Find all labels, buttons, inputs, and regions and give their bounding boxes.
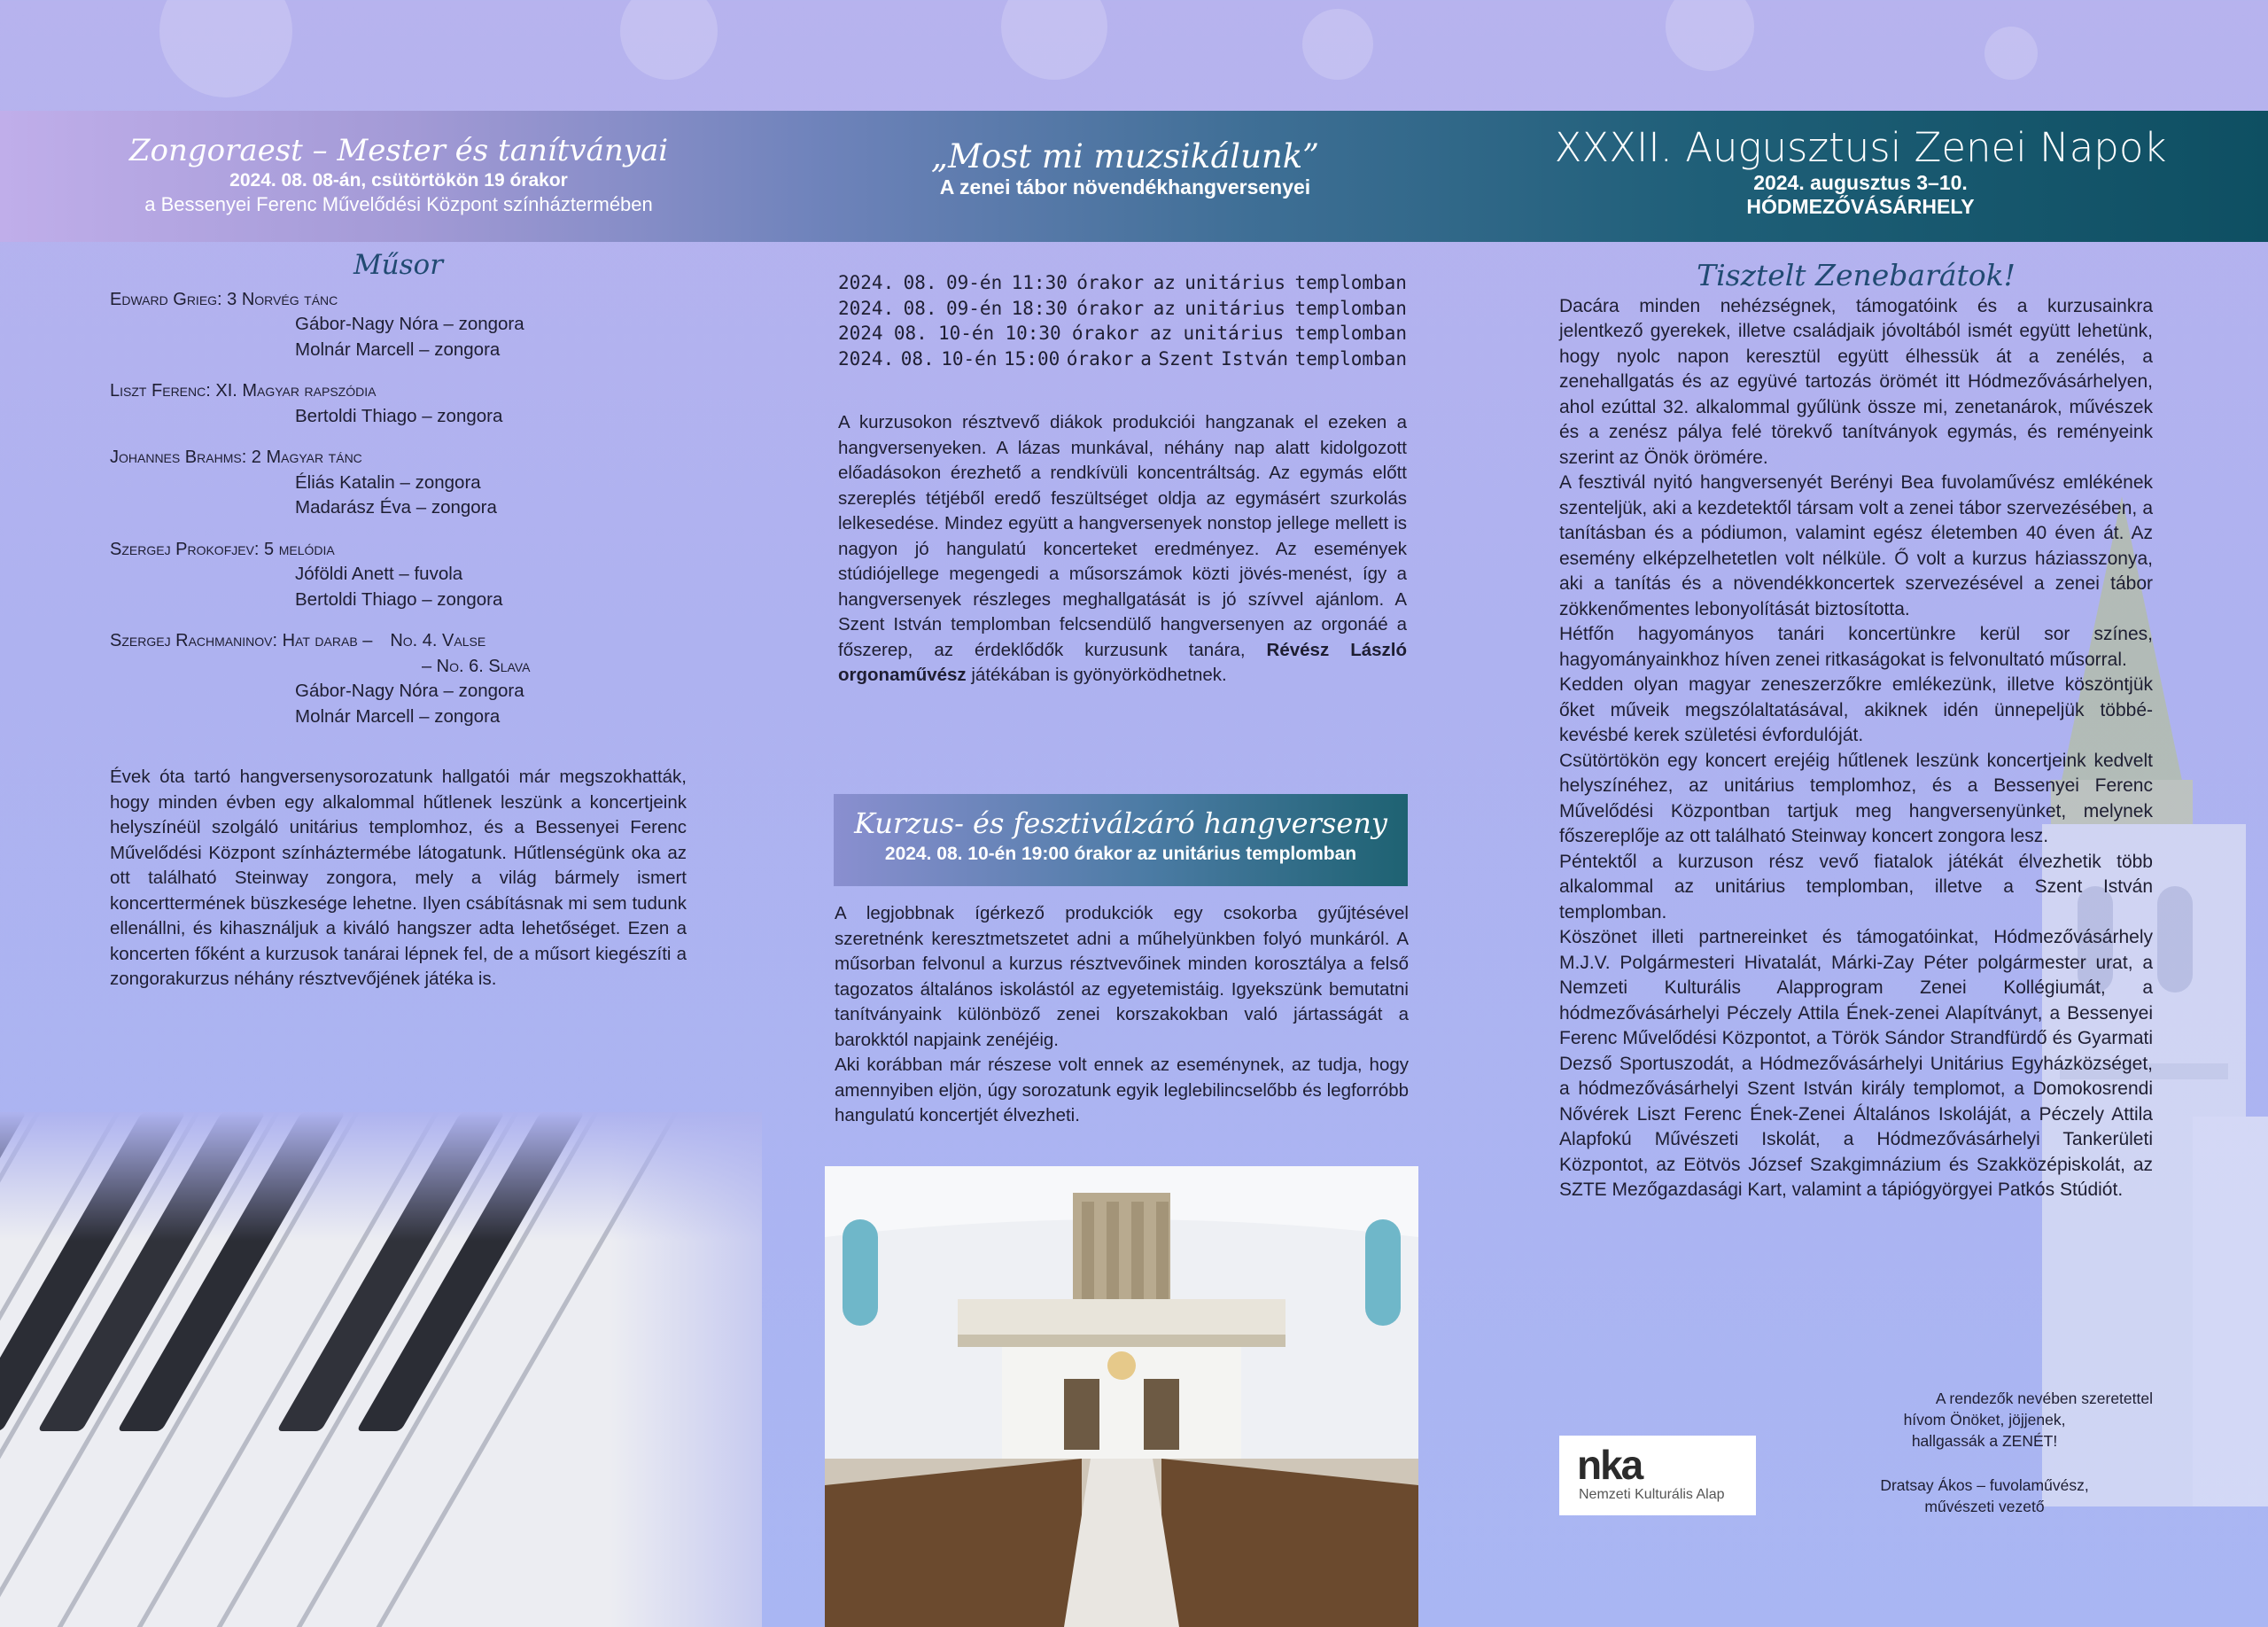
schedule-word: 15:00 [1004,347,1060,370]
middle-body-text-1-end: játékában is gyönyörködhetnek. [971,665,1227,685]
performer: Bertoldi Thiago – zongora [295,588,503,610]
church-interior-photo [825,1166,1418,1627]
composer-line: Johannes Brahms: 2 Magyar tánc [110,448,362,467]
middle-body-text-3: Aki korábban már részese volt ennek az eseménynek, az tudja, hogy amennyiben eljön, úgy sorozatunk egyik leglebilincselőbb és legforróbb hangulatú koncertjét élvezheti. [835,1055,1409,1125]
schedule-word: unitárius [1184,297,1286,319]
performer: Jóföldi Anett – fuvola [295,564,463,584]
schedule-word: 18:30 [1011,297,1068,319]
program-item [110,537,687,613]
performer: Molnár Marcell – zongora [295,339,501,360]
middle-body-text-2: A legjobbnak ígérkező produkciók egy csokorba gyűjtésével szeretnénk keresztmetszetet adni a műhelyünkben folyó munkáról. A műsorban felvonul a kurzus résztvevőinek minden korosztálya a felső tagozatos általános iskolástól az egyetemistáig. Igyekszünk bemutatni tanítványaink különböző zenei korszakokban való jártasságát a barokktól napjaink zenéjéig. [835,903,1409,1050]
performer: Molnár Marcell – zongora [295,705,501,727]
schedule-list [838,270,1407,371]
middle-body-text [838,410,1407,689]
schedule-row [838,296,1407,322]
piano-keys-image [0,1112,762,1627]
letter-paragraph: Kedden olyan magyar zeneszerzőkre emlékezünk, illetve köszöntjük őket műveik megszólaltatásával, akiknek idén ünnepeljük többé-kevésbé kerek születési évfordulóját. [1559,674,2153,745]
schedule-word: unitárius [1183,323,1285,344]
closing-line: hallgassák a ZENÉT! [1911,1432,2058,1450]
closing-line: A rendezők nevében szeretettel [1935,1390,2153,1407]
performer: Éliás Katalin – zongora [295,471,481,493]
closing-concert-date: 2024. 08. 10-én 19:00 órakor az unitárius templomban [884,844,1357,864]
schedule-row [838,346,1407,372]
performer: Bertoldi Thiago – zongora [295,405,503,426]
bokeh-decoration [1666,0,1754,71]
concert-date: 2024. 08. 08-án, csütörtökön 19 órakor [229,170,568,191]
nka-logo-mark: nka [1577,1442,1643,1488]
schedule-word: 11:30 [1011,272,1068,293]
composer-line: Szergej Prokofjev: 5 melódia [110,539,335,559]
schedule-word: 2024 [838,323,883,344]
concert-title: Zongoraest – Mester és tanítványai [128,133,669,168]
nka-logo-text: Nemzeti Kulturális Alap [1579,1487,1725,1502]
middle-column-lower [835,901,1409,1129]
middle-header [824,137,1426,199]
festival-city: HÓDMEZŐVÁSÁRHELY [1746,195,1975,218]
piece-title: – No. 6. Slava [422,656,531,676]
series-subtitle: A zenei tábor növendékhangversenyei [939,175,1311,199]
middle-column [838,270,1407,689]
schedule-word: órakor [1066,347,1134,370]
schedule-word: 08. [903,297,937,319]
letter-paragraph: A fesztivál nyitó hangversenyét Berényi Bea fuvolaművész emlékének szenteljük, aki a kezdetektől társam volt a zenei tábor szervezésében, a tanításban és a pódiumon, valamint egész életemben 40 éven át. Az esemény elképzelhetetlen volt nélküle. Ő volt a kurzus háziasszonya, aki a tanítás és a növendékkoncertek szervezésével a zenei tábor zökkenőmentes lebonyolítását biztosította. [1559,472,2153,619]
concert-venue: a Bessenyei Ferenc Művelődési Központ színháztermében [144,193,653,215]
schedule-word: 10-én [941,347,998,370]
piece-title: No. 4. Valse [390,631,486,650]
schedule-word: templomban [1294,347,1407,370]
organist-name: Révész László orgonaművész [838,639,1408,685]
letter-paragraph: Péntektől a kurzuson rész vevő fiatalok játékát élvezhetik több alkalommal az unitárius templomban, illetve a Szent István templomban. [1559,851,2153,922]
schedule-word: az [1153,297,1176,319]
church-interior-graphic [825,1166,1418,1627]
performer: Gábor-Nagy Nóra – zongora [295,314,524,334]
greeting: Tisztelt Zenebarátok! [1697,258,2016,292]
schedule-word: 09-én [946,297,1003,319]
signature-line: Dratsay Ákos – fuvolaművész, [1880,1476,2089,1494]
letter-paragraph: Csütörtökön egy koncert erejéig hűtlenek leszünk koncertjeink kedvelt helyszínéhez, az unitárius templomhoz, és a Bessenyei Ferenc Művelődési Központban tartjuk meg hangversenyünket, melynek főszereplője az ott található Steinway koncert zongora lesz. [1559,750,2153,846]
composer-line: Szergej Rachmaninov: Hat darab – [110,631,373,650]
bokeh-decoration [159,0,292,97]
schedule-word: az [1149,323,1173,344]
composer-row [110,628,687,654]
program-item [110,378,687,429]
left-column [110,249,687,993]
letter-paragraph: Dacára minden nehézségnek, támogatóink és a kurzusainkra jelentkező gyerekek, illetve családjaik jóvoltából ismét együtt lehetünk, hogy nyolc napon keresztül együtt élhessük át a zenélés, a zenehallgatás és az együvé tartozás örömét itt Hódmezővásárhelyen, ahol ezúttal 32. alkalommal gyűlünk össze mi, zenetanárok, művészek és a zenész pálya felé törekvő tanítványok egymás, és reményeink szerint az Önök örömére. [1559,295,2153,468]
schedule-word: templomban [1294,323,1407,344]
schedule-word: 08. [900,347,935,370]
middle-body-text-1: A kurzusokon résztvevő diákok produkciói hangzanak el ezeken a hangversenyeken. A lázas munkával, néhány nap alatt kidolgozott előadásokon érezhető a rendkívüli koncentráltság. Az egymás előtt szereplés tétjéből eredő feszültséget oldja az egymásért szurkolás lelkesedése. Mindez együtt a hangversenyek nonstop jellege mellett is nagyon jó hangulatú koncerteket eredményez. Az események stúdiójellege megengedi a műsorszámok közti jövés-menést, így a hangversenyek részleges meghallgatását is jó szívvel ajánlom. A Szent István templomban felcsendülő hangversenyen az orgonáé a főszerep, az érdeklődők kurzusunk tanára, [838,412,1407,660]
schedule-word: 2024. [838,347,895,370]
composer-line: Liszt Ferenc: XI. Magyar rapszódia [110,381,377,401]
schedule-word: 10-én [937,323,995,344]
program-item [110,287,687,363]
schedule-row [838,270,1407,296]
left-body-text: Évek óta tartó hangversenysorozatunk hallgatói már megszokhatták, hogy minden évben egy alkalommal hűtlenek leszünk a koncertjeink helyszínéül szolgáló unitárius templomhoz, és a Bessenyei Ferenc Művelődési Központ színháztermébe látogatunk. Hűtlenségünk oka az ott található Steinway zongora, mely a világ bármely ismert koncerttermének büszkesége lehetne. Ilyen csábításnak mi sem tudunk ellenállni, és kihasználjuk a kiváló hangszer adta lehetőséget. Ezen a koncerten főként a kurzusok tanárai lépnek fel, de a műsort kiegészíti a zongorakurzus néhány résztvevőjének játéka is. [110,767,687,989]
performer: Gábor-Nagy Nóra – zongora [295,681,524,701]
bokeh-decoration [1001,0,1107,80]
schedule-word: templomban [1294,297,1407,319]
schedule-word: 10:30 [1005,323,1061,344]
schedule-word: 09-én [946,272,1003,293]
schedule-word: 2024. [838,297,895,319]
schedule-word: István [1221,347,1289,370]
schedule-word: 08. [893,323,928,344]
schedule-word: templomban [1294,272,1407,293]
bokeh-decoration [1302,9,1373,80]
program-item [110,628,687,729]
schedule-word: órakor [1071,323,1139,344]
left-header [89,133,709,216]
bokeh-decoration [620,0,718,80]
program-title: Műsor [353,249,444,281]
schedule-word: 2024. [838,272,895,293]
nka-logo [1559,1436,1756,1515]
composer-line: Edward Grieg: 3 Norvég tánc [110,289,338,309]
schedule-word: órakor [1076,297,1145,319]
schedule-row [838,321,1407,346]
performer: Madarász Éva – zongora [295,497,497,518]
bokeh-decoration [1984,27,2038,80]
schedule-word: a [1140,347,1152,370]
schedule-word: 08. [903,272,937,293]
letter-paragraph: Hétfőn hagyományos tanári koncertünkre kerül sor színes, hagyományainkhoz híven zenei ritkaságokat is felvonultató műsorral. [1559,624,2153,670]
schedule-word: unitárius [1184,272,1286,293]
piano-keys-graphic [0,1112,762,1627]
program-item [110,445,687,521]
schedule-word: Szent [1158,347,1215,370]
series-title: „Most mi muzsikálunk” [930,137,1320,175]
letter-closing [1816,1388,2153,1517]
schedule-word: órakor [1076,272,1145,293]
festival-dates: 2024. augusztus 3–10. [1753,171,1968,194]
closing-concert-title: Kurzus- és fesztiválzáró hangverseny [854,806,1387,840]
closing-concert-band [834,794,1408,886]
right-header [1542,124,2179,219]
signature-line: művészeti vezető [1924,1498,2045,1515]
schedule-word: az [1153,272,1176,293]
closing-line: hívom Önöket, jöjjenek, [1903,1411,2066,1428]
right-column [1559,258,2153,1203]
festival-title: XXXII. Augusztusi Zenei Napok [1554,124,2167,171]
letter-paragraph: Köszönet illeti partnereinket és támogatóinkat, Hódmezővásárhely M.J.V. Polgármesteri Hivatalát, Márki-Zay Péter polgármester urat, a Nemzeti Kulturális Alapprogram Zenei Kollégiumát, a hódmezővásárhelyi Péczely Attila Ének-zenei Alapítványt, a Bessenyei Ferenc Művelődési Központot, a Török Sándor Strandfürdő és Gyarmati Dezső Sportuszodát, a Hódmezővásárhelyi Unitárius Egyházközséget, a hódmezővásárhelyi Szent István király templomot, a Domokosrendi Nővérek Liszt Ferenc Ének-Zenei Általános Iskoláját, a Péczely Attila Alapfokú Művészeti Iskolát, a Hódmezővásárhelyi Tankerületi Központot, az Eötvös József Szakgimnázium és Szakközépiskolát, az SZTE Mezőgazdasági Kart, valamint a tápiógyörgyei Patkós Stúdiót. [1559,927,2153,1200]
